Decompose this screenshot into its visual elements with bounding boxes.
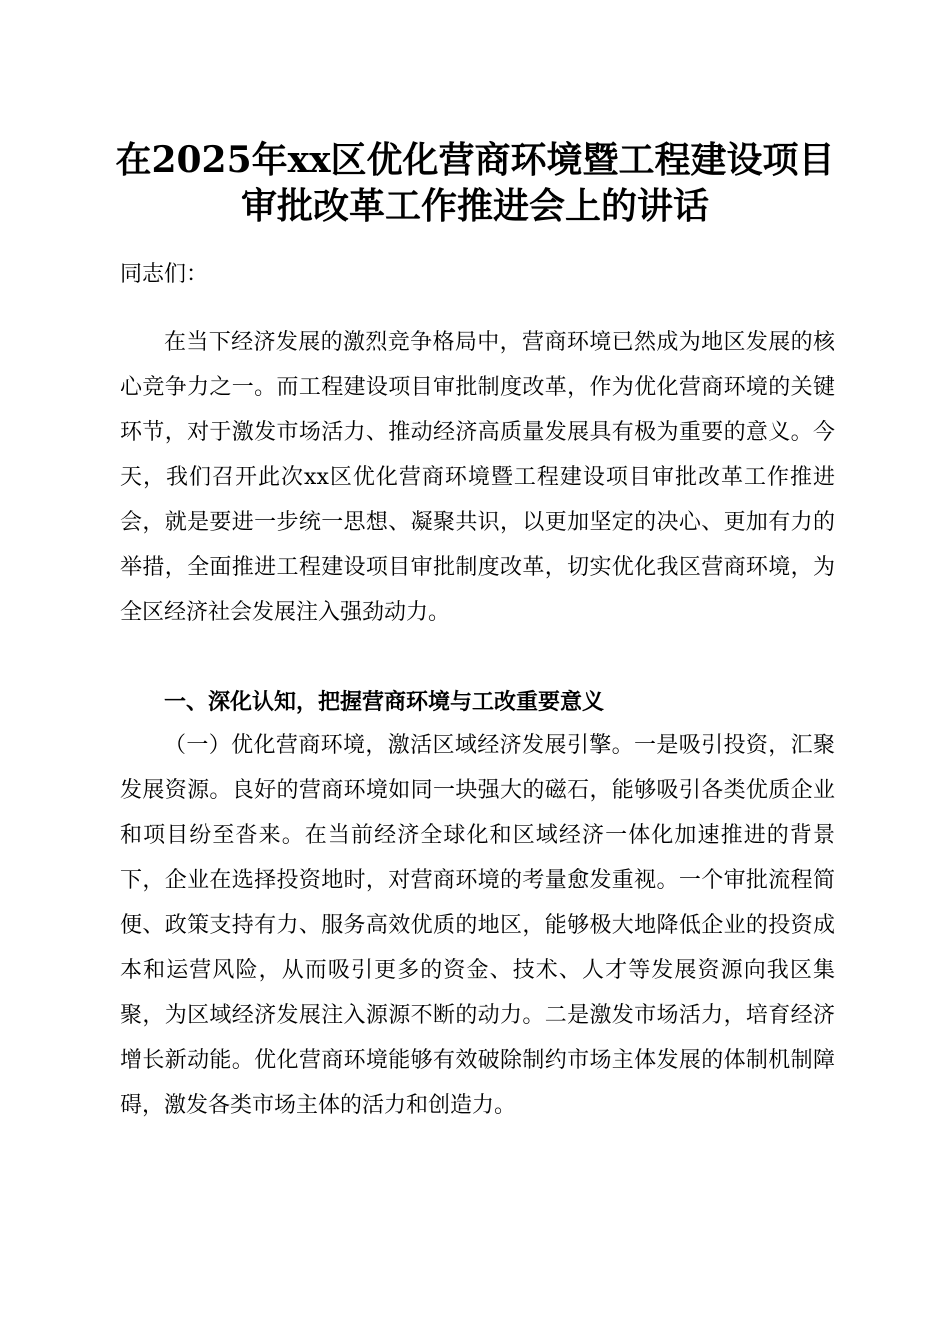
document-title-line-2: 审批改革工作推进会上的讲话 [240,185,709,227]
salutation: 同志们： [120,262,209,287]
paragraph-section-1-1: （一）优化营商环境，激活区域经济发展引擎。一是吸引投资，汇聚发展资源。良好的营商环境如同一块强大的磁石，能够吸引各类优质企业和项目纷至沓来。在当前经济全球化和区域经济一体化加速推进的背景下，企业在选择投资地时，对营商环境的考量愈发重视。一个审批流程简便、政策支持有力、服务高效优质的地区，能够极大地降低企业的投资成本和运营风险，从而吸引更多的资金、技术、人才等发展资源向我区集聚，为区域经济发展注入源源不断的动力。二是激发市场活力，培育经济增长新动能。优化营商环境能够有效破除制约市场主体发展的体制机制障碍，激发各类市场主体的活力和创造力。 [120,733,835,1118]
section-heading-1: 一、深化认知，把握营商环境与工改重要意义 [164,690,605,715]
document-title-line-1: 在2025年xx区优化营商环境暨工程建设项目 [115,139,835,181]
paragraph-intro: 在当下经济发展的激烈竞争格局中，营商环境已然成为地区发展的核心竞争力之一。而工程建设项目审批制度改革，作为优化营商环境的关键环节，对于激发市场活力、推动经济高质量发展具有极为重要的意义。今天，我们召开此次xx区优化营商环境暨工程建设项目审批改革工作推进会，就是要进一步统一思想、凝聚共识，以更加坚定的决心、更加有力的举措，全面推进工程建设项目审批制度改革，切实优化我区营商环境，为全区经济社会发展注入强劲动力。 [120,330,835,625]
